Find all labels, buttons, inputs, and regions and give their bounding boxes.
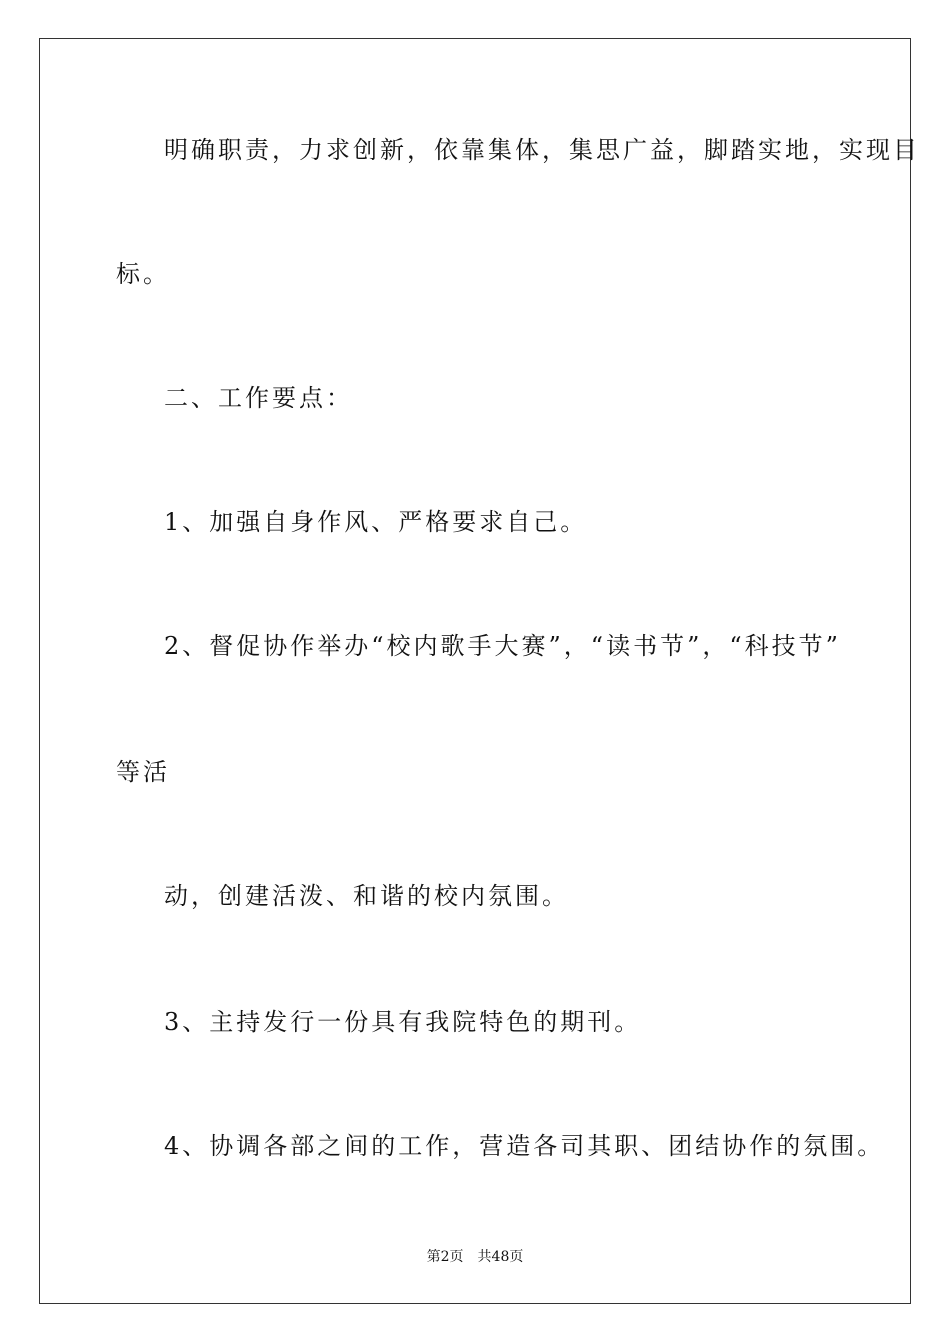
section-heading: 二、工作要点： [164,384,353,412]
list-item-4: 4、协调各部之间的工作，营造各司其职、团结协作的氛围。 [164,1132,885,1160]
paragraph-line-1: 明确职责，力求创新，依靠集体，集思广益，脚踏实地，实现目 [164,136,920,164]
page-footer [0,1248,950,1266]
list-item-2: 2、督促协作举办“校内歌手大赛”，“读书节”，“科技节” [164,632,841,660]
list-item-2-continued: 等活 [116,758,170,786]
list-item-3: 3、主持发行一份具有我院特色的期刊。 [164,1008,642,1036]
paragraph-line-2: 标。 [116,260,170,288]
page-border [39,38,911,1304]
list-item-2-continued-2: 动，创建活泼、和谐的校内氛围。 [164,882,569,910]
list-item-1: 1、加强自身作风、严格要求自己。 [164,508,588,536]
page-number: 第2页 [426,1249,464,1265]
total-pages: 共48页 [477,1249,524,1265]
